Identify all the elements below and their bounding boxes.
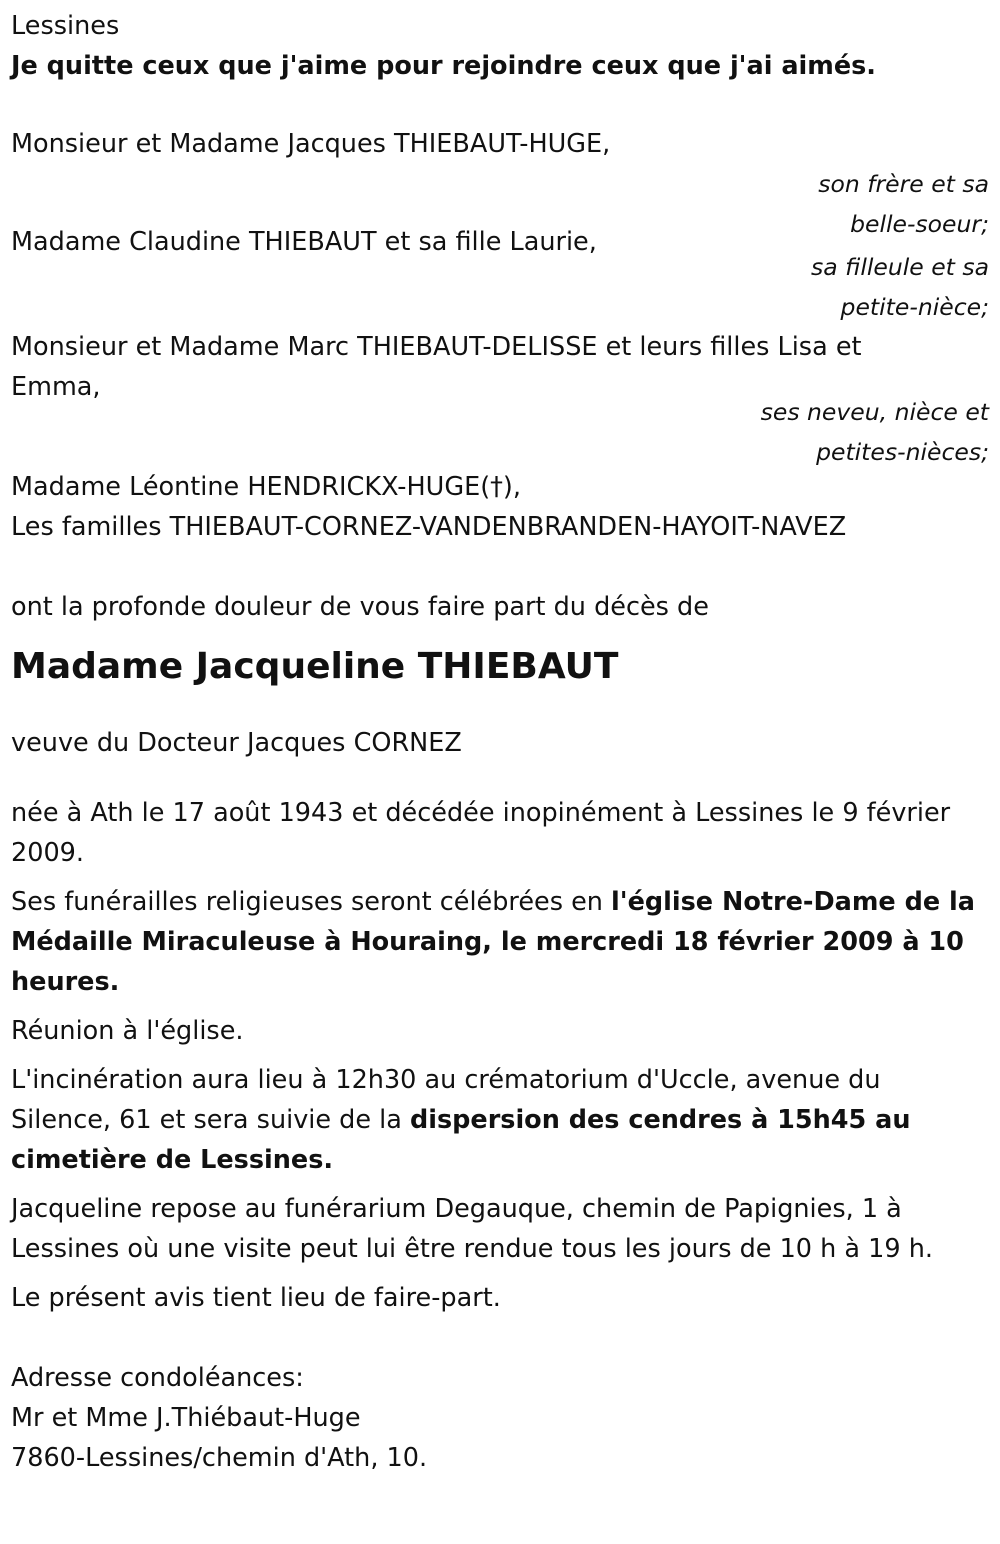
condolences-address: 7860-Lessines/chemin d'Ath, 10. (11, 1443, 428, 1473)
family-relation: belle-soeur; (850, 210, 989, 238)
town-header: Lessines (11, 11, 120, 41)
family-member-name: Emma, (11, 372, 101, 402)
family-entry (11, 327, 991, 472)
deceased-name: Madame Jacqueline THIEBAUT (11, 646, 619, 687)
cremation-text: Silence, 61 et sera suivie de la (11, 1105, 410, 1135)
family-entry (11, 222, 991, 327)
condolences-name: Mr et Mme J.Thiébaut-Huge (11, 1403, 361, 1433)
other-family-line: Madame Léontine HENDRICKX-HUGE(†), (11, 472, 521, 502)
funeral-location: heures. (11, 967, 120, 997)
cremation-paragraph (11, 1060, 991, 1180)
family-relation: sa filleule et sa (811, 253, 989, 281)
notice-text: Le présent avis tient lieu de faire-part. (11, 1283, 501, 1313)
other-family-line: Les familles THIEBAUT-CORNEZ-VANDENBRANDEN-HAYOIT-NAVEZ (11, 512, 847, 542)
funeral-location: l'église Notre-Dame de la (611, 887, 975, 917)
family-relation: petite-nièce; (840, 293, 989, 321)
rest-text: Lessines où une visite peut lui être rendue tous les jours de 10 h à 19 h. (11, 1234, 933, 1264)
funeral-location: Médaille Miraculeuse à Houraing, le mercredi 18 février 2009 à 10 (11, 927, 964, 957)
funeral-paragraph (11, 882, 991, 1002)
widow-of-text: veuve du Docteur Jacques CORNEZ (11, 728, 462, 758)
rest-text: Jacqueline repose au funérarium Degauque, chemin de Papignies, 1 à (11, 1194, 902, 1224)
family-member-name: Monsieur et Madame Marc THIEBAUT-DELISSE et leurs filles Lisa et (11, 332, 862, 362)
family-member-name: Madame Claudine THIEBAUT et sa fille Laurie, (11, 227, 597, 257)
family-relation: ses neveu, nièce et (760, 398, 989, 426)
epitaph-quote: Je quitte ceux que j'aime pour rejoindre ceux que j'ai aimés. (11, 51, 876, 81)
condolences-label: Adresse condoléances: (11, 1363, 304, 1393)
cremation-text: L'incinération aura lieu à 12h30 au crématorium d'Uccle, avenue du (11, 1065, 881, 1095)
birth-death-text: née à Ath le 17 août 1943 et décédée inopinément à Lessines le 9 février (11, 798, 951, 828)
rest-paragraph (11, 1189, 991, 1269)
family-relation: petites-nièces; (816, 438, 989, 466)
birth-death-text: 2009. (11, 838, 85, 868)
family-relation: son frère et sa (818, 170, 989, 198)
spacer (11, 547, 991, 587)
spacer (11, 86, 991, 124)
spacer (11, 1318, 991, 1358)
obituary-notice (11, 6, 991, 1478)
dispersion-text: cimetière de Lessines. (11, 1145, 334, 1175)
meeting-text: Réunion à l'église. (11, 1016, 244, 1046)
family-member-name: Monsieur et Madame Jacques THIEBAUT-HUGE, (11, 129, 611, 159)
announcement-text: ont la profonde douleur de vous faire part du décès de (11, 592, 709, 622)
dispersion-text: dispersion des cendres à 15h45 au (409, 1105, 911, 1135)
funeral-text: Ses funérailles religieuses seront célébrées en (11, 887, 612, 917)
